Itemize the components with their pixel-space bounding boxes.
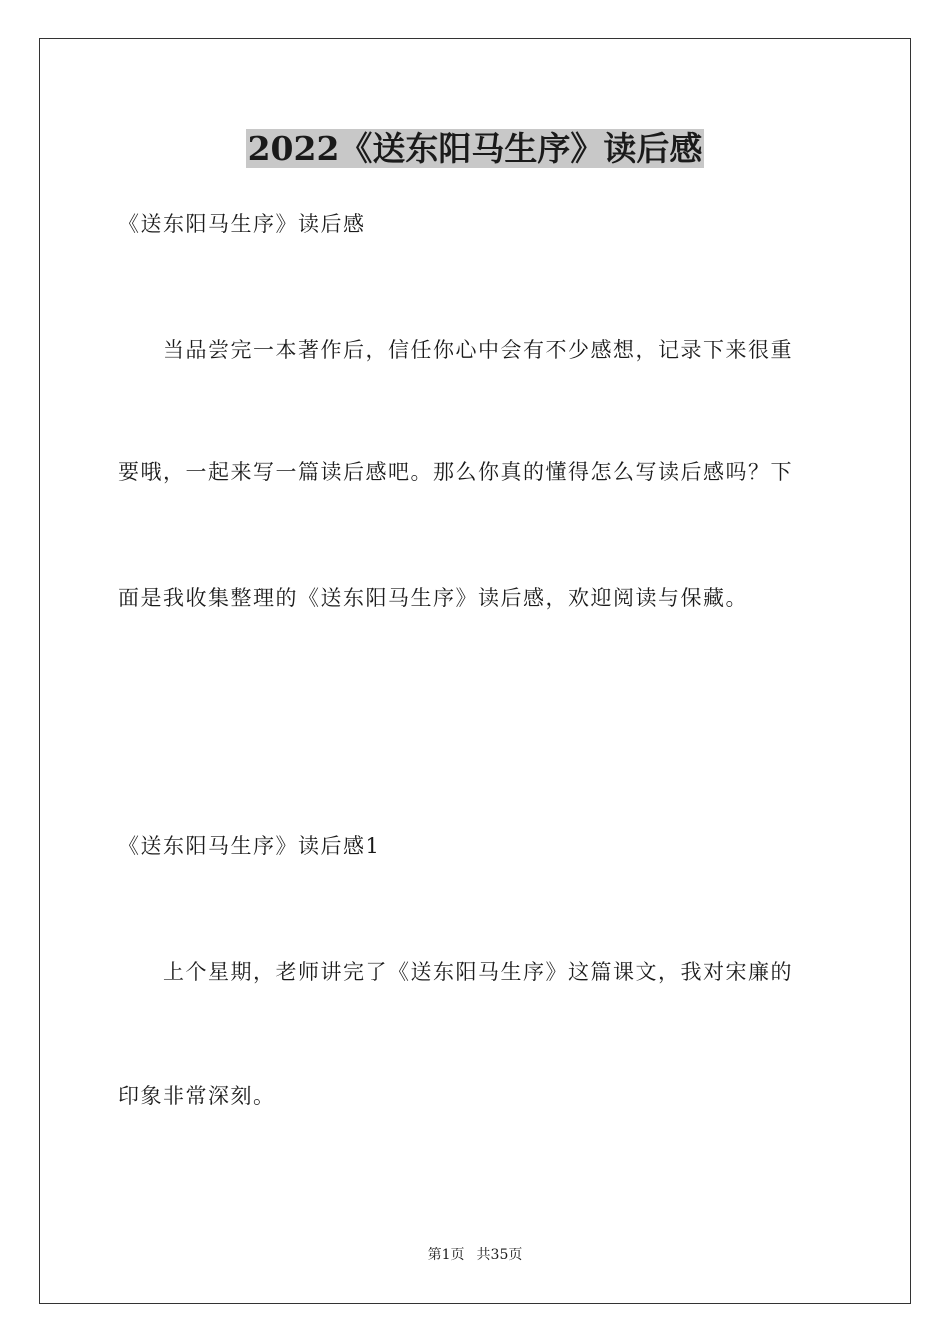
document-title [0,128,950,170]
paragraph-line: 当品尝完一本著作后，信任你心中会有不少感想，记录下来很重 [163,338,793,362]
page-number-current: 第1页 [427,1247,465,1263]
document-title-text: 2022《送东阳马生序》读后感 [247,129,703,168]
section-heading: 《送东阳马生序》读后感1 [118,834,381,858]
page-number-total: 共35页 [476,1247,523,1263]
document-subtitle: 《送东阳马生序》读后感 [118,212,366,236]
paragraph-line: 要哦，一起来写一篇读后感吧。那么你真的懂得怎么写读后感吗？下 [118,460,793,484]
paragraph-line: 印象非常深刻。 [118,1084,276,1108]
paragraph-line: 面是我收集整理的《送东阳马生序》读后感，欢迎阅读与保藏。 [118,586,748,610]
paragraph-line: 上个星期，老师讲完了《送东阳马生序》这篇课文，我对宋廉的 [163,960,793,984]
page-footer [0,1246,950,1264]
